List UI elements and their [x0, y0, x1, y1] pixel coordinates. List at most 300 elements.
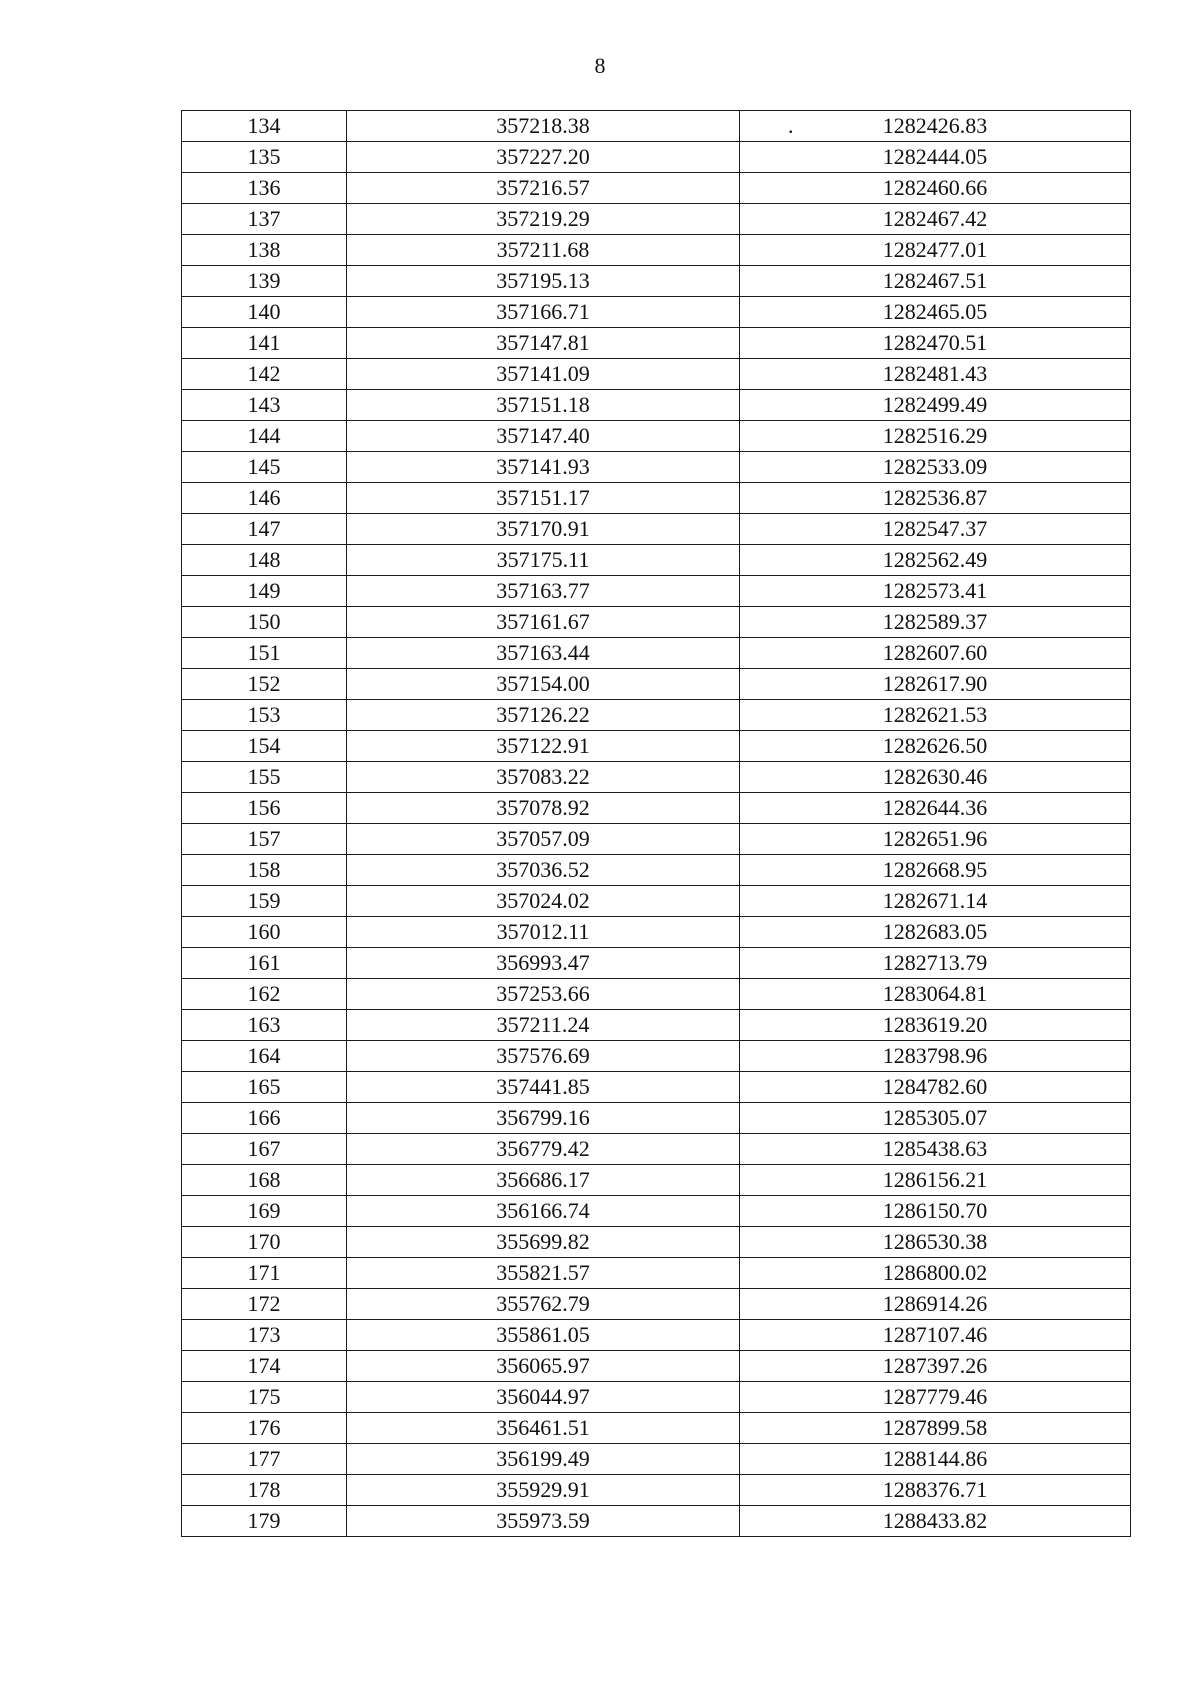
point-number-cell	[182, 483, 347, 514]
point-number-cell	[182, 1475, 347, 1506]
point-number-value: 156	[247, 795, 281, 820]
table-row	[182, 669, 1131, 700]
y-coordinate-value: 1282465.05	[882, 299, 988, 324]
table-row	[182, 111, 1131, 142]
table-row	[182, 390, 1131, 421]
x-coordinate-cell	[347, 638, 740, 669]
point-number-cell	[182, 1165, 347, 1196]
table-row	[182, 793, 1131, 824]
point-number-value: 172	[247, 1291, 281, 1316]
x-coordinate-cell	[347, 483, 740, 514]
x-coordinate-value: 356461.51	[496, 1415, 590, 1440]
y-coordinate-cell	[740, 421, 1131, 452]
y-coordinate-value: 1282630.46	[882, 764, 988, 789]
point-number-value: 162	[247, 981, 281, 1006]
x-coordinate-value: 357151.17	[496, 485, 590, 510]
table-row	[182, 1227, 1131, 1258]
y-coordinate-value: 1283619.20	[882, 1012, 988, 1037]
point-number-cell	[182, 793, 347, 824]
table-row	[182, 855, 1131, 886]
page-number: 8	[594, 53, 606, 78]
x-coordinate-cell	[347, 359, 740, 390]
table-row	[182, 328, 1131, 359]
y-coordinate-cell	[740, 1382, 1131, 1413]
x-coordinate-value: 355762.79	[496, 1291, 590, 1316]
y-coordinate-value: 1282481.43	[882, 361, 988, 386]
y-coordinate-cell	[740, 1010, 1131, 1041]
point-number-cell	[182, 452, 347, 483]
y-coordinate-cell	[740, 762, 1131, 793]
point-number-cell	[182, 1289, 347, 1320]
table-row	[182, 576, 1131, 607]
y-coordinate-cell	[740, 1165, 1131, 1196]
point-number-cell	[182, 1351, 347, 1382]
y-coordinate-value: 1282444.05	[882, 144, 988, 169]
x-coordinate-cell	[347, 297, 740, 328]
table-row	[182, 1475, 1131, 1506]
point-number-value: 143	[247, 392, 281, 417]
x-coordinate-value: 357012.11	[496, 919, 590, 944]
point-number-cell	[182, 204, 347, 235]
x-coordinate-value: 357227.20	[496, 144, 590, 169]
table-row	[182, 266, 1131, 297]
y-coordinate-value: 1282644.36	[882, 795, 988, 820]
point-number-value: 146	[247, 485, 281, 510]
point-number-value: 134	[247, 113, 281, 138]
x-coordinate-value: 355699.82	[496, 1229, 590, 1254]
point-number-cell	[182, 514, 347, 545]
point-number-value: 171	[247, 1260, 281, 1285]
point-number-cell	[182, 886, 347, 917]
point-number-value: 148	[247, 547, 281, 572]
x-coordinate-value: 357166.71	[496, 299, 590, 324]
y-coordinate-value: 1286156.21	[882, 1167, 988, 1192]
y-coordinate-cell	[740, 142, 1131, 173]
table-row	[182, 142, 1131, 173]
x-coordinate-cell	[347, 979, 740, 1010]
point-number-cell	[182, 1227, 347, 1258]
point-number-value: 135	[247, 144, 281, 169]
point-number-value: 138	[247, 237, 281, 262]
point-number-cell	[182, 1196, 347, 1227]
point-number-cell	[182, 1103, 347, 1134]
x-coordinate-value: 356686.17	[496, 1167, 590, 1192]
x-coordinate-cell	[347, 545, 740, 576]
x-coordinate-value: 357057.09	[496, 826, 590, 851]
y-coordinate-value: 1282621.53	[882, 702, 988, 727]
x-coordinate-value: 357163.77	[496, 578, 590, 603]
y-coordinate-value: 1282651.96	[882, 826, 988, 851]
y-coordinate-cell	[740, 328, 1131, 359]
x-coordinate-value: 357151.18	[496, 392, 590, 417]
y-coordinate-value: 1282533.09	[882, 454, 988, 479]
x-coordinate-value: 357161.67	[496, 609, 590, 634]
x-coordinate-cell	[347, 1506, 740, 1537]
point-number-cell	[182, 266, 347, 297]
y-coordinate-cell	[740, 979, 1131, 1010]
y-coordinate-value: 1283064.81	[882, 981, 988, 1006]
x-coordinate-cell	[347, 1010, 740, 1041]
point-number-cell	[182, 1010, 347, 1041]
table-row	[182, 824, 1131, 855]
y-coordinate-value: 1282607.60	[882, 640, 988, 665]
y-coordinate-cell	[740, 1196, 1131, 1227]
y-coordinate-cell	[740, 1413, 1131, 1444]
table-row	[182, 297, 1131, 328]
point-number-value: 173	[247, 1322, 281, 1347]
y-coordinate-value: 1282426.83	[882, 113, 988, 138]
table-row	[182, 1072, 1131, 1103]
x-coordinate-cell	[347, 514, 740, 545]
table-row	[182, 235, 1131, 266]
x-coordinate-value: 357024.02	[496, 888, 590, 913]
y-coordinate-value: 1282626.50	[882, 733, 988, 758]
x-coordinate-cell	[347, 266, 740, 297]
point-number-value: 163	[247, 1012, 281, 1037]
y-coordinate-value: 1285305.07	[882, 1105, 988, 1130]
point-number-value: 155	[247, 764, 281, 789]
y-coordinate-cell	[740, 1475, 1131, 1506]
point-number-value: 161	[247, 950, 281, 975]
table-row	[182, 1382, 1131, 1413]
y-coordinate-value: 1287779.46	[882, 1384, 988, 1409]
y-coordinate-value: 1282477.01	[882, 237, 988, 262]
x-coordinate-value: 357154.00	[496, 671, 590, 696]
stray-dot-mark: .	[788, 113, 794, 138]
table-row	[182, 514, 1131, 545]
y-coordinate-cell	[740, 266, 1131, 297]
point-number-value: 142	[247, 361, 281, 386]
table-row	[182, 731, 1131, 762]
y-coordinate-cell	[740, 1258, 1131, 1289]
y-coordinate-cell	[740, 1103, 1131, 1134]
point-number-value: 136	[247, 175, 281, 200]
y-coordinate-cell	[740, 948, 1131, 979]
x-coordinate-cell	[347, 793, 740, 824]
x-coordinate-value: 356799.16	[496, 1105, 590, 1130]
x-coordinate-value: 357253.66	[496, 981, 590, 1006]
x-coordinate-value: 355929.91	[496, 1477, 590, 1502]
y-coordinate-value: 1282617.90	[882, 671, 988, 696]
y-coordinate-value: 1282713.79	[882, 950, 988, 975]
point-number-value: 137	[247, 206, 281, 231]
x-coordinate-cell	[347, 1227, 740, 1258]
x-coordinate-value: 357195.13	[496, 268, 590, 293]
y-coordinate-cell	[740, 1444, 1131, 1475]
point-number-value: 153	[247, 702, 281, 727]
x-coordinate-cell	[347, 917, 740, 948]
y-coordinate-cell	[740, 514, 1131, 545]
x-coordinate-value: 357441.85	[496, 1074, 590, 1099]
table-row	[182, 1165, 1131, 1196]
point-number-cell	[182, 917, 347, 948]
x-coordinate-value: 357211.24	[496, 1012, 590, 1037]
point-number-cell	[182, 390, 347, 421]
table-row	[182, 1289, 1131, 1320]
y-coordinate-value: 1282470.51	[882, 330, 988, 355]
table-row	[182, 1413, 1131, 1444]
x-coordinate-cell	[347, 1041, 740, 1072]
point-number-cell	[182, 421, 347, 452]
table-row	[182, 1258, 1131, 1289]
x-coordinate-cell	[347, 1475, 740, 1506]
x-coordinate-value: 356779.42	[496, 1136, 590, 1161]
y-coordinate-value: 1282460.66	[882, 175, 988, 200]
y-coordinate-cell	[740, 235, 1131, 266]
point-number-cell	[182, 1072, 347, 1103]
x-coordinate-cell	[347, 1444, 740, 1475]
x-coordinate-cell	[347, 1196, 740, 1227]
y-coordinate-cell	[740, 917, 1131, 948]
table-row	[182, 359, 1131, 390]
x-coordinate-value: 357218.38	[496, 113, 590, 138]
point-number-cell	[182, 1506, 347, 1537]
x-coordinate-cell	[347, 421, 740, 452]
point-number-cell	[182, 1413, 347, 1444]
point-number-value: 170	[247, 1229, 281, 1254]
x-coordinate-cell	[347, 142, 740, 173]
x-coordinate-value: 357576.69	[496, 1043, 590, 1068]
y-coordinate-value: 1282467.51	[882, 268, 988, 293]
point-number-cell	[182, 1134, 347, 1165]
y-coordinate-value: 1282668.95	[882, 857, 988, 882]
y-coordinate-cell	[740, 1227, 1131, 1258]
y-coordinate-cell	[740, 1072, 1131, 1103]
y-coordinate-value: 1282562.49	[882, 547, 988, 572]
y-coordinate-value: 1282589.37	[882, 609, 988, 634]
point-number-value: 141	[247, 330, 281, 355]
point-number-value: 159	[247, 888, 281, 913]
x-coordinate-value: 357036.52	[496, 857, 590, 882]
y-coordinate-value: 1285438.63	[882, 1136, 988, 1161]
table-row	[182, 204, 1131, 235]
point-number-value: 177	[247, 1446, 281, 1471]
x-coordinate-cell	[347, 1289, 740, 1320]
y-coordinate-value: 1282671.14	[882, 888, 988, 913]
x-coordinate-cell	[347, 762, 740, 793]
x-coordinate-cell	[347, 1413, 740, 1444]
y-coordinate-value: 1287397.26	[882, 1353, 988, 1378]
table-row	[182, 700, 1131, 731]
x-coordinate-cell	[347, 1382, 740, 1413]
point-number-cell	[182, 731, 347, 762]
point-number-value: 166	[247, 1105, 281, 1130]
y-coordinate-cell	[740, 204, 1131, 235]
point-number-cell	[182, 173, 347, 204]
y-coordinate-value: 1287899.58	[882, 1415, 988, 1440]
y-coordinate-value: 1288433.82	[882, 1508, 988, 1533]
y-coordinate-cell	[740, 638, 1131, 669]
y-coordinate-value: 1282536.87	[882, 485, 988, 510]
y-coordinate-cell	[740, 545, 1131, 576]
point-number-value: 151	[247, 640, 281, 665]
point-number-cell	[182, 700, 347, 731]
table-row	[182, 607, 1131, 638]
x-coordinate-value: 357216.57	[496, 175, 590, 200]
y-coordinate-cell	[740, 1134, 1131, 1165]
y-coordinate-cell	[740, 886, 1131, 917]
point-number-value: 160	[247, 919, 281, 944]
point-number-value: 164	[247, 1043, 281, 1068]
table-row	[182, 1351, 1131, 1382]
point-number-value: 175	[247, 1384, 281, 1409]
x-coordinate-cell	[347, 1351, 740, 1382]
y-coordinate-cell	[740, 1351, 1131, 1382]
table-row	[182, 948, 1131, 979]
coordinate-table-body	[182, 111, 1131, 1537]
table-row	[182, 1196, 1131, 1227]
point-number-cell	[182, 576, 347, 607]
y-coordinate-value: 1288144.86	[882, 1446, 988, 1471]
point-number-cell	[182, 297, 347, 328]
point-number-cell	[182, 1382, 347, 1413]
x-coordinate-cell	[347, 1258, 740, 1289]
y-coordinate-value: 1282683.05	[882, 919, 988, 944]
point-number-cell	[182, 948, 347, 979]
point-number-cell	[182, 328, 347, 359]
point-number-value: 176	[247, 1415, 281, 1440]
point-number-cell	[182, 235, 347, 266]
table-row	[182, 1041, 1131, 1072]
point-number-value: 145	[247, 454, 281, 479]
x-coordinate-value: 357219.29	[496, 206, 590, 231]
x-coordinate-cell	[347, 669, 740, 700]
y-coordinate-cell	[740, 793, 1131, 824]
table-row	[182, 545, 1131, 576]
point-number-value: 168	[247, 1167, 281, 1192]
x-coordinate-value: 356993.47	[496, 950, 590, 975]
point-number-cell	[182, 638, 347, 669]
x-coordinate-cell	[347, 607, 740, 638]
x-coordinate-cell	[347, 204, 740, 235]
y-coordinate-value: 1288376.71	[882, 1477, 988, 1502]
point-number-value: 174	[247, 1353, 281, 1378]
table-row	[182, 1320, 1131, 1351]
table-row	[182, 452, 1131, 483]
point-number-value: 158	[247, 857, 281, 882]
point-number-cell	[182, 979, 347, 1010]
y-coordinate-value: 1282516.29	[882, 423, 988, 448]
y-coordinate-value: 1286800.02	[882, 1260, 988, 1285]
y-coordinate-cell	[740, 111, 1131, 142]
point-number-value: 169	[247, 1198, 281, 1223]
y-coordinate-cell	[740, 576, 1131, 607]
x-coordinate-value: 357147.40	[496, 423, 590, 448]
x-coordinate-cell	[347, 1103, 740, 1134]
point-number-value: 150	[247, 609, 281, 634]
x-coordinate-value: 356044.97	[496, 1384, 590, 1409]
x-coordinate-value: 357163.44	[496, 640, 590, 665]
x-coordinate-cell	[347, 1320, 740, 1351]
table-row	[182, 1103, 1131, 1134]
point-number-cell	[182, 607, 347, 638]
x-coordinate-value: 357083.22	[496, 764, 590, 789]
table-row	[182, 1010, 1131, 1041]
y-coordinate-cell	[740, 390, 1131, 421]
y-coordinate-value: 1286914.26	[882, 1291, 988, 1316]
point-number-cell	[182, 1444, 347, 1475]
point-number-value: 154	[247, 733, 281, 758]
table-row	[182, 979, 1131, 1010]
y-coordinate-cell	[740, 700, 1131, 731]
x-coordinate-cell	[347, 948, 740, 979]
y-coordinate-value: 1282573.41	[882, 578, 988, 603]
x-coordinate-value: 357126.22	[496, 702, 590, 727]
table-row	[182, 483, 1131, 514]
x-coordinate-cell	[347, 328, 740, 359]
x-coordinate-cell	[347, 390, 740, 421]
point-number-cell	[182, 855, 347, 886]
y-coordinate-cell	[740, 1289, 1131, 1320]
y-coordinate-cell	[740, 1320, 1131, 1351]
point-number-cell	[182, 111, 347, 142]
table-row	[182, 1444, 1131, 1475]
table-row	[182, 886, 1131, 917]
y-coordinate-cell	[740, 669, 1131, 700]
x-coordinate-cell	[347, 111, 740, 142]
y-coordinate-cell	[740, 824, 1131, 855]
y-coordinate-value: 1286530.38	[882, 1229, 988, 1254]
point-number-cell	[182, 669, 347, 700]
y-coordinate-value: 1282499.49	[882, 392, 988, 417]
x-coordinate-value: 357175.11	[496, 547, 590, 572]
point-number-cell	[182, 359, 347, 390]
point-number-value: 152	[247, 671, 281, 696]
x-coordinate-value: 357211.68	[496, 237, 590, 262]
coordinate-table	[181, 110, 1131, 1537]
y-coordinate-cell	[740, 1041, 1131, 1072]
x-coordinate-cell	[347, 576, 740, 607]
y-coordinate-value: 1282467.42	[882, 206, 988, 231]
point-number-value: 167	[247, 1136, 281, 1161]
y-coordinate-value: 1284782.60	[882, 1074, 988, 1099]
x-coordinate-value: 357078.92	[496, 795, 590, 820]
y-coordinate-cell	[740, 607, 1131, 638]
y-coordinate-value: 1287107.46	[882, 1322, 988, 1347]
y-coordinate-cell	[740, 297, 1131, 328]
x-coordinate-cell	[347, 855, 740, 886]
y-coordinate-cell	[740, 1506, 1131, 1537]
x-coordinate-value: 357141.09	[496, 361, 590, 386]
table-row	[182, 421, 1131, 452]
point-number-cell	[182, 142, 347, 173]
x-coordinate-value: 356065.97	[496, 1353, 590, 1378]
point-number-value: 179	[247, 1508, 281, 1533]
y-coordinate-value: 1282547.37	[882, 516, 988, 541]
point-number-cell	[182, 1041, 347, 1072]
y-coordinate-cell	[740, 483, 1131, 514]
x-coordinate-cell	[347, 1072, 740, 1103]
point-number-value: 139	[247, 268, 281, 293]
y-coordinate-value: 1286150.70	[882, 1198, 988, 1223]
x-coordinate-cell	[347, 886, 740, 917]
point-number-value: 149	[247, 578, 281, 603]
x-coordinate-cell	[347, 700, 740, 731]
point-number-value: 147	[247, 516, 281, 541]
point-number-value: 144	[247, 423, 281, 448]
x-coordinate-cell	[347, 1165, 740, 1196]
point-number-cell	[182, 824, 347, 855]
x-coordinate-value: 355821.57	[496, 1260, 590, 1285]
x-coordinate-cell	[347, 452, 740, 483]
table-row	[182, 917, 1131, 948]
y-coordinate-cell	[740, 359, 1131, 390]
x-coordinate-value: 357141.93	[496, 454, 590, 479]
point-number-value: 165	[247, 1074, 281, 1099]
x-coordinate-cell	[347, 235, 740, 266]
x-coordinate-value: 355973.59	[496, 1508, 590, 1533]
point-number-value: 157	[247, 826, 281, 851]
